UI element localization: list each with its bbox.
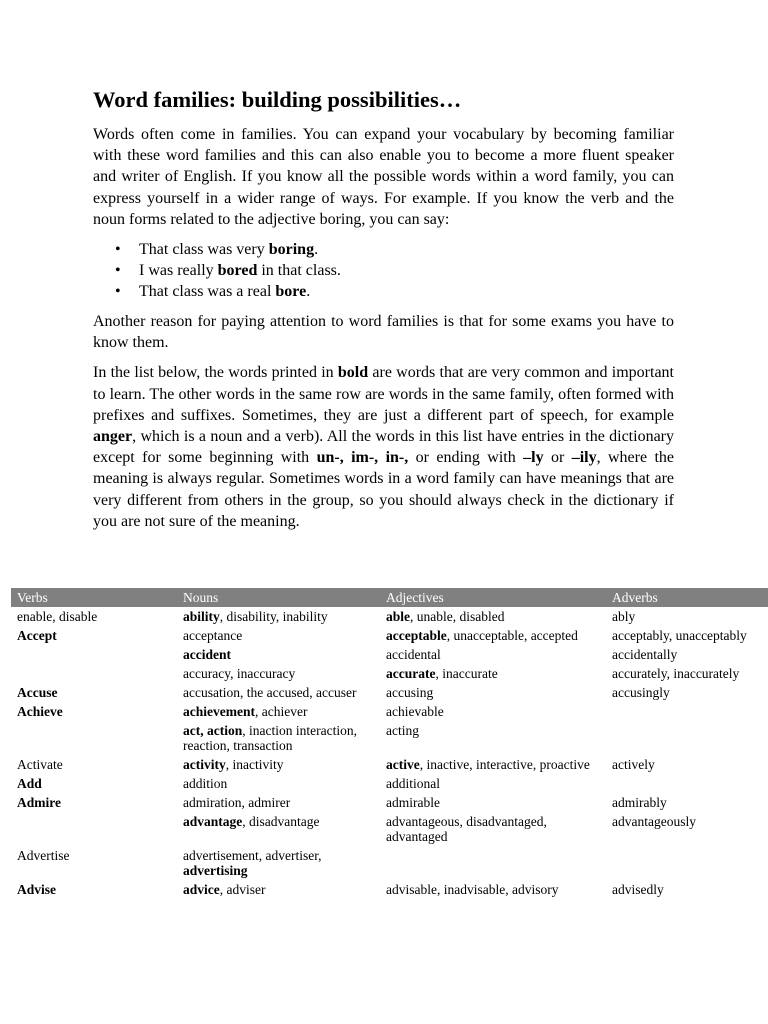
word-family-table: [11, 588, 768, 899]
example-list: [93, 239, 674, 302]
noun-cell: admiration, admirer: [183, 795, 291, 810]
noun-cell: ability, disability, inability: [183, 609, 328, 624]
header-adverbs: Adverbs: [606, 588, 768, 607]
adverb-cell: advisedly: [612, 882, 664, 897]
header-nouns: Nouns: [177, 588, 380, 607]
table-row: [11, 774, 768, 793]
list-item: • That class was very boring.: [139, 239, 674, 260]
verb-cell: Accept: [17, 628, 57, 643]
verb-cell: Add: [17, 776, 42, 791]
table-row: [11, 664, 768, 683]
verb-cell: enable, disable: [17, 609, 98, 624]
adverb-cell: actively: [612, 757, 655, 772]
noun-cell: acceptance: [183, 628, 243, 643]
adjective-cell: active, inactive, interactive, proactive: [386, 757, 590, 772]
adverb-cell: [606, 774, 768, 793]
adjective-cell: acting: [386, 723, 419, 738]
adjective-cell: accurate, inaccurate: [386, 666, 498, 681]
adverb-cell: [606, 846, 768, 880]
verb-cell: [11, 645, 177, 664]
adjective-cell: acceptable, unacceptable, accepted: [386, 628, 578, 643]
adjective-cell: accidental: [386, 647, 441, 662]
noun-cell: accident: [183, 647, 231, 662]
header-verbs: Verbs: [11, 588, 177, 607]
adverb-cell: accidentally: [612, 647, 678, 662]
noun-cell: advice, adviser: [183, 882, 266, 897]
exams-paragraph: Another reason for paying attention to word families is that for some exams you have to know them.: [93, 313, 674, 352]
table-body: [11, 607, 768, 899]
list-item: • That class was a real bore.: [139, 281, 674, 302]
adjective-cell: achievable: [386, 704, 444, 719]
adjective-cell: able, unable, disabled: [386, 609, 505, 624]
table-row: [11, 626, 768, 645]
table-row: [11, 683, 768, 702]
document-body: [93, 86, 674, 541]
verb-cell: [11, 664, 177, 683]
header-adjectives: Adjectives: [380, 588, 606, 607]
table-row: [11, 793, 768, 812]
table-row: [11, 755, 768, 774]
adverb-cell: acceptably, unacceptably: [612, 628, 747, 643]
verb-cell: Activate: [17, 757, 63, 772]
adverb-cell: admirably: [612, 795, 667, 810]
verb-cell: [11, 812, 177, 846]
noun-cell: addition: [183, 776, 228, 791]
noun-cell: act, action, inaction interaction, reaction, transaction: [183, 723, 357, 753]
adjective-cell: advantageous, disadvantaged, advantaged: [386, 814, 547, 844]
verb-cell: Accuse: [17, 685, 58, 700]
noun-cell: advantage, disadvantage: [183, 814, 320, 829]
adjective-cell: [380, 846, 606, 880]
adjective-cell: accusing: [386, 685, 434, 700]
list-explanation-paragraph: In the list below, the words printed in bold are words that are very common and important to learn. The other words in the same row are words in the same family, often formed with prefixes and suffixes. Sometimes, they are just a different part of speech, for example anger, which is a noun and a verb). All the words in this list have entries in the dictionary except for some beginning with un-, im-, in-, or ending with –ly or –ily, where the meaning is always regular. Sometimes words in a word family can have meanings that are very different from others in the group, so you should always check in the dictionary if you are not sure of the meaning.: [93, 364, 674, 530]
list-item: • I was really bored in that class.: [139, 260, 674, 281]
table-row: [11, 645, 768, 664]
adverb-cell: accusingly: [612, 685, 670, 700]
adverb-cell: ably: [612, 609, 636, 624]
adverb-cell: [606, 721, 768, 755]
intro-paragraph: Words often come in families. You can expand your vocabulary by becoming familiar with these word families and this can also enable you to become a more fluent speaker and writer of English. If you know all the possible words within a word family, you can express yourself in a wider range of ways. For example. If you know the verb and the noun forms related to the adjective boring, you can say:: [93, 126, 674, 228]
table-row: [11, 880, 768, 899]
noun-cell: accuracy, inaccuracy: [183, 666, 296, 681]
table-row: [11, 702, 768, 721]
adverb-cell: accurately, inaccurately: [612, 666, 740, 681]
table-row: [11, 607, 768, 626]
verb-cell: Advertise: [17, 848, 70, 863]
adjective-cell: additional: [386, 776, 440, 791]
verb-cell: Admire: [17, 795, 61, 810]
verb-cell: Achieve: [17, 704, 63, 719]
verb-cell: [11, 721, 177, 755]
adverb-cell: [606, 702, 768, 721]
noun-cell: advertisement, advertiser, advertising: [183, 848, 322, 878]
adjective-cell: admirable: [386, 795, 440, 810]
table-row: [11, 721, 768, 755]
noun-cell: activity, inactivity: [183, 757, 284, 772]
table-header-row: [11, 588, 768, 607]
page-title: Word families: building possibilities…: [93, 87, 462, 112]
table-row: [11, 846, 768, 880]
verb-cell: Advise: [17, 882, 57, 897]
adjective-cell: advisable, inadvisable, advisory: [386, 882, 559, 897]
noun-cell: accusation, the accused, accuser: [183, 685, 357, 700]
adverb-cell: advantageously: [612, 814, 696, 829]
table-row: [11, 812, 768, 846]
noun-cell: achievement, achiever: [183, 704, 308, 719]
